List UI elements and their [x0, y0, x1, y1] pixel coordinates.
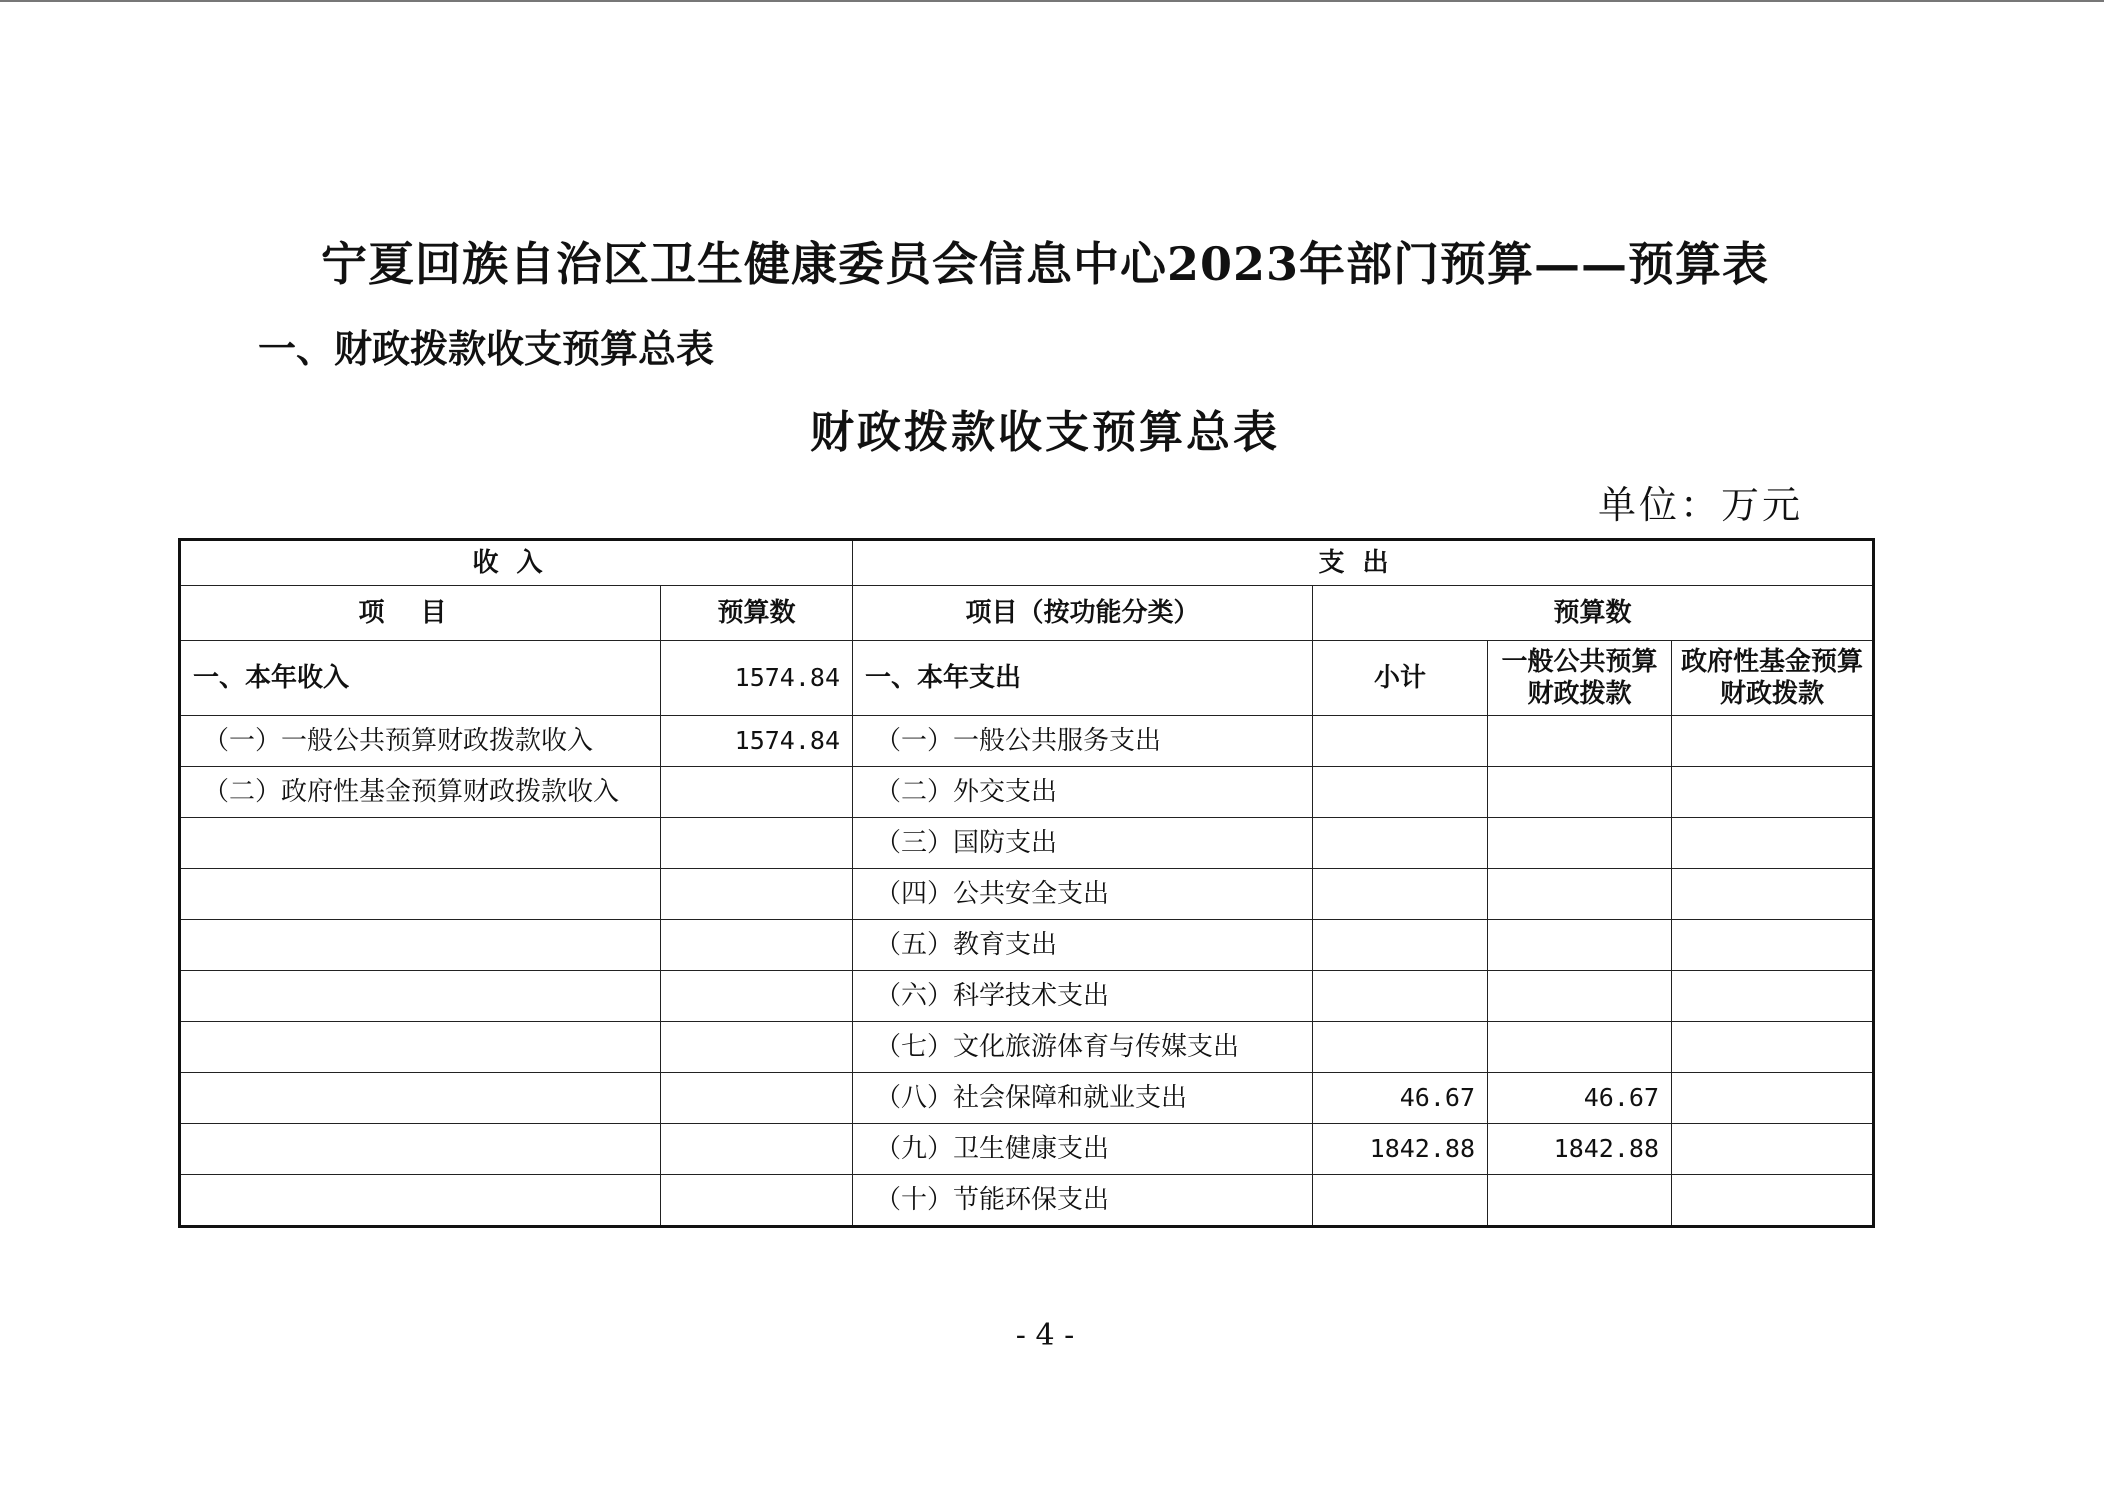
header-row-groups	[180, 540, 1874, 586]
fund-budget-cell	[1672, 971, 1874, 1022]
header-gov-fund: 政府性基金预算财政拨款	[1672, 641, 1874, 716]
budget-table	[178, 538, 1875, 1228]
fund-budget-cell	[1672, 767, 1874, 818]
subtotal-cell	[1313, 716, 1488, 767]
subtotal-cell: 1842.88	[1313, 1124, 1488, 1175]
exp-item-cell: （一）一般公共服务支出	[853, 716, 1313, 767]
header-income: 收入	[180, 540, 853, 586]
table-row	[180, 1073, 1874, 1124]
subtotal-cell	[1313, 971, 1488, 1022]
income-value-cell	[661, 818, 853, 869]
subtotal-cell	[1313, 1022, 1488, 1073]
general-budget-cell	[1488, 818, 1672, 869]
total-exp-label: 一、本年支出	[853, 641, 1313, 716]
income-value-cell	[661, 1175, 853, 1227]
total-income-label: 一、本年收入	[180, 641, 661, 716]
subtotal-cell	[1313, 1175, 1488, 1227]
general-budget-cell: 1842.88	[1488, 1124, 1672, 1175]
header-expenditure: 支出	[853, 540, 1874, 586]
income-item-cell: （一）一般公共预算财政拨款收入	[180, 716, 661, 767]
table-row	[180, 716, 1874, 767]
income-value-cell	[661, 767, 853, 818]
fund-budget-cell	[1672, 716, 1874, 767]
exp-item-cell: （四）公共安全支出	[853, 869, 1313, 920]
top-border-line	[0, 0, 2104, 2]
income-item-cell	[180, 818, 661, 869]
table-row	[180, 818, 1874, 869]
fund-budget-cell	[1672, 920, 1874, 971]
exp-item-cell: （二）外交支出	[853, 767, 1313, 818]
income-item-cell	[180, 971, 661, 1022]
unit-label: 单位：万元	[1598, 483, 1804, 527]
income-value-cell	[661, 869, 853, 920]
exp-item-cell: （三）国防支出	[853, 818, 1313, 869]
table-row	[180, 971, 1874, 1022]
table-row	[180, 869, 1874, 920]
total-income-value: 1574.84	[661, 641, 853, 716]
header-income-item: 项目	[180, 586, 661, 641]
income-value-cell	[661, 971, 853, 1022]
table-title: 财政拨款收支预算总表	[810, 407, 1280, 458]
income-item-cell	[180, 1022, 661, 1073]
subtotal-cell: 46.67	[1313, 1073, 1488, 1124]
exp-item-cell: （七）文化旅游体育与传媒支出	[853, 1022, 1313, 1073]
income-value-cell	[661, 1022, 853, 1073]
exp-item-cell: （六）科学技术支出	[853, 971, 1313, 1022]
exp-item-cell: （十）节能环保支出	[853, 1175, 1313, 1227]
income-value-cell	[661, 1073, 853, 1124]
subtotal-cell	[1313, 818, 1488, 869]
table-row	[180, 1022, 1874, 1073]
table-row	[180, 920, 1874, 971]
section-heading: 一、财政拨款收支预算总表	[258, 326, 715, 371]
exp-item-cell: （九）卫生健康支出	[853, 1124, 1313, 1175]
fund-budget-cell	[1672, 1073, 1874, 1124]
subtotal-cell	[1313, 767, 1488, 818]
header-exp-item: 项目（按功能分类）	[853, 586, 1313, 641]
fund-budget-cell	[1672, 1022, 1874, 1073]
general-budget-cell	[1488, 1175, 1672, 1227]
fund-budget-cell	[1672, 869, 1874, 920]
subtotal-cell	[1313, 920, 1488, 971]
document-title: 宁夏回族自治区卫生健康委员会信息中心2023年部门预算——预算表	[320, 237, 1770, 291]
general-budget-cell	[1488, 920, 1672, 971]
exp-item-cell: （八）社会保障和就业支出	[853, 1073, 1313, 1124]
income-item-cell	[180, 1124, 661, 1175]
table-row	[180, 767, 1874, 818]
header-exp-budget: 预算数	[1313, 586, 1874, 641]
fund-budget-cell	[1672, 818, 1874, 869]
exp-item-cell: （五）教育支出	[853, 920, 1313, 971]
general-budget-cell	[1488, 1022, 1672, 1073]
general-budget-cell: 46.67	[1488, 1073, 1672, 1124]
table-row	[180, 1124, 1874, 1175]
subtotal-cell	[1313, 869, 1488, 920]
income-item-cell	[180, 1175, 661, 1227]
income-value-cell: 1574.84	[661, 716, 853, 767]
general-budget-cell	[1488, 716, 1672, 767]
table-row	[180, 1175, 1874, 1227]
page-number: - 4 -	[1015, 1318, 1075, 1353]
header-general-public: 一般公共预算财政拨款	[1488, 641, 1672, 716]
income-value-cell	[661, 1124, 853, 1175]
general-budget-cell	[1488, 971, 1672, 1022]
general-budget-cell	[1488, 767, 1672, 818]
header-income-budget: 预算数	[661, 586, 853, 641]
fund-budget-cell	[1672, 1124, 1874, 1175]
total-row	[180, 641, 1874, 716]
income-item-cell: （二）政府性基金预算财政拨款收入	[180, 767, 661, 818]
general-budget-cell	[1488, 869, 1672, 920]
income-item-cell	[180, 1073, 661, 1124]
income-value-cell	[661, 920, 853, 971]
header-subtotal: 小计	[1313, 641, 1488, 716]
header-row-columns	[180, 586, 1874, 641]
income-item-cell	[180, 869, 661, 920]
income-item-cell	[180, 920, 661, 971]
fund-budget-cell	[1672, 1175, 1874, 1227]
